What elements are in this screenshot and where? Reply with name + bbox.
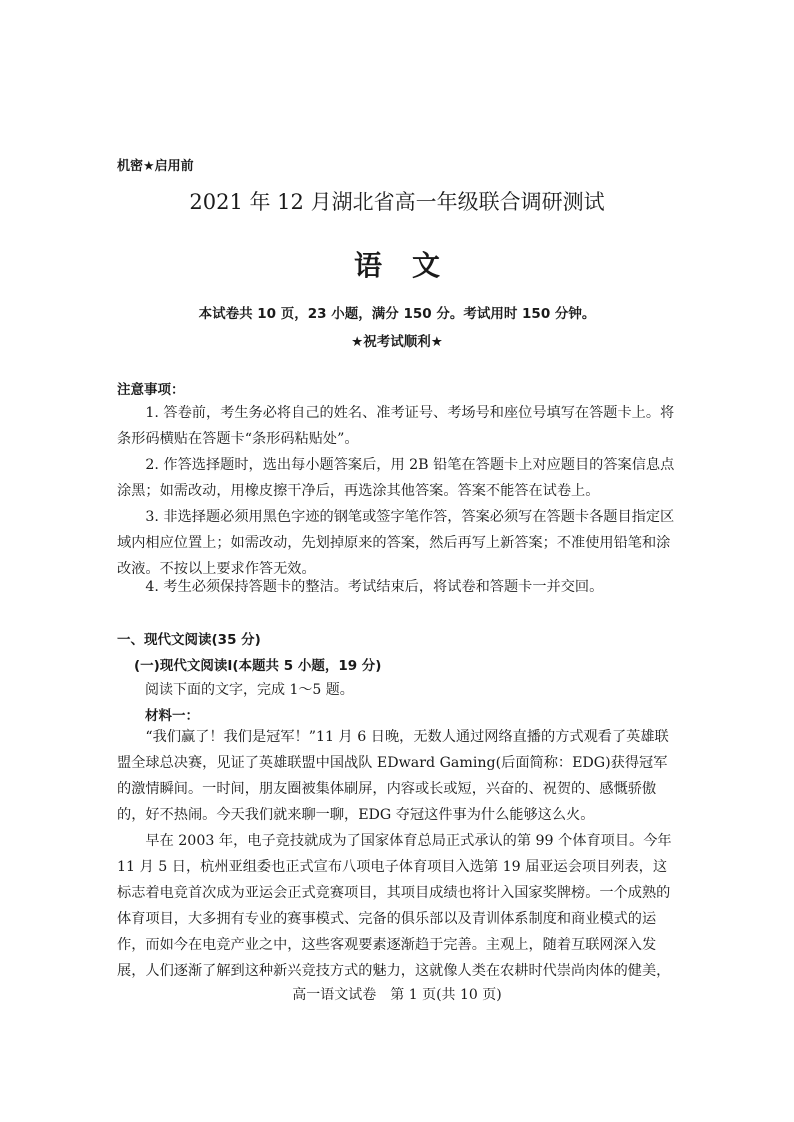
notice-item-2: 2. 作答选择题时，选出每小题答案后，用 2B 铅笔在答题卡上对应题目的答案信息点涂黑；如需改动，用橡皮擦干净后，再选涂其他答案。答案不能答在试卷上。 — [117, 457, 675, 499]
confidential-label: 机密★启用前 — [117, 159, 194, 174]
subject-title: 语文 — [353, 249, 470, 282]
notice-item-3: 3. 非选择题必须用黑色字迹的钢笔或签字笔作答，答案必须写在答题卡各题目指定区域内相应位置上；如需改动，先划掉原来的答案，然后再写上新答案；不准使用铅笔和涂改液。不按以上要求作答无效。 — [117, 509, 675, 577]
subsection-heading: (一)现代文阅读Ⅰ(本题共 5 小题，19 分) — [134, 658, 382, 674]
good-luck-line: ★祝考试顺利★ — [351, 334, 443, 350]
notice-item-4: 4. 考生必须保持答题卡的整洁。考试结束后，将试卷和答题卡一并交回。 — [145, 579, 604, 595]
material-paragraph-1: “我们赢了！我们是冠军！”11 月 6 日晚，无数人通过网络直播的方式观看了英雄联盟全球总决赛，见证了英雄联盟中国战队 EDward Gaming(后面简称：EDG)获得冠军的激情瞬间。一时间，朋友圈被集体刷屏，内容或长或短，兴奋的、祝贺的、感慨骄傲的，好不热闹。今天我们就来聊一聊，EDG 夺冠这件事为什么能够这么火。 — [117, 729, 669, 823]
notice-heading: 注意事项： — [117, 382, 185, 398]
notice-item-1: 1. 答卷前，考生务必将自己的姓名、准考证号、考场号和座位号填写在答题卡上。将条形码横贴在答题卡“条形码粘贴处”。 — [117, 405, 675, 447]
material-label: 材料一： — [145, 708, 199, 724]
material-paragraph-2: 早在 2003 年，电子竞技就成为了国家体育总局正式承认的第 99 个体育项目。今年 11 月 5 日，杭州亚组委也正式宣布八项电子体育项目入选第 19 届亚运会项目列表，这标志着电竞首次成为亚运会正式竞赛项目，其项目成绩也将计入国家奖牌榜。一个成熟的体育项目，大多拥有专业的赛事模式、完备的俱乐部以及青训体系制度和商业模式的运作，而如今在电竞产业之中，这些客观要素逐渐趋于完善。主观上，随着互联网深入发展，人们逐渐了解到这种新兴竞技方式的魅力，这就像人类在农耕时代崇尚肉体的健美， — [117, 833, 672, 979]
exam-title: 2021 年 12 月湖北省高一年级联合调研测试 — [189, 190, 605, 214]
page-footer: 高一语文试卷 第 1 页(共 10 页) — [292, 987, 502, 1003]
section-heading: 一、现代文阅读(35 分) — [117, 632, 261, 648]
exam-info: 本试卷共 10 页，23 小题，满分 150 分。考试用时 150 分钟。 — [198, 306, 596, 322]
reading-instruction: 阅读下面的文字，完成 1～5 题。 — [145, 682, 354, 698]
